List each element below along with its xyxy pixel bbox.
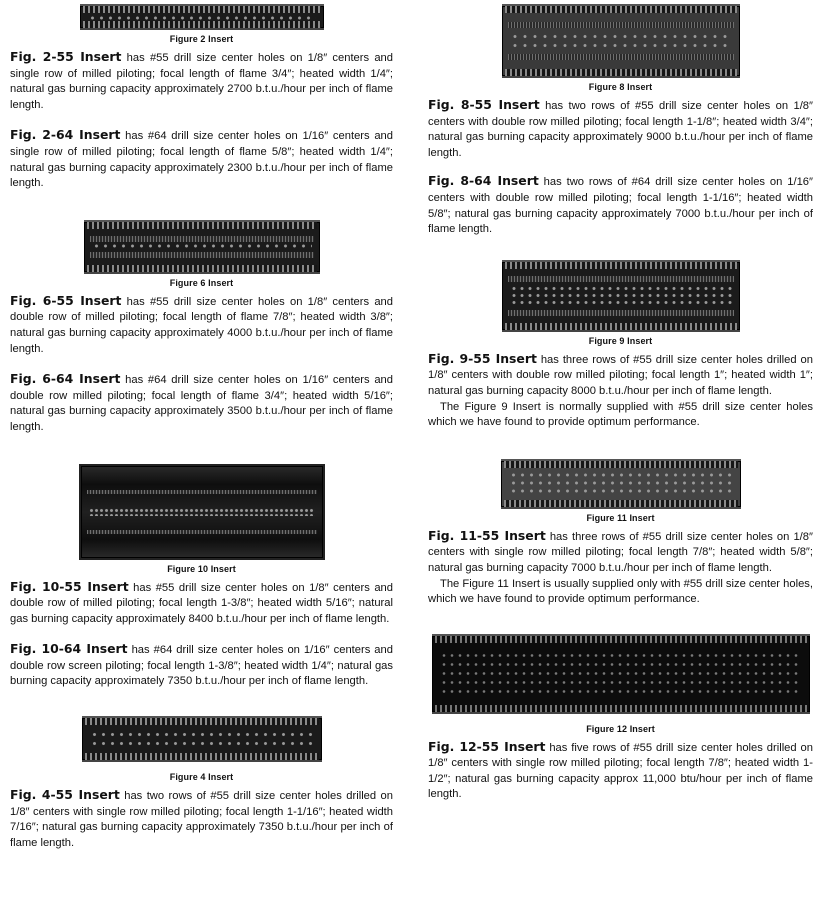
fig-10-64-label: Fig. 10-64 Insert	[10, 641, 128, 657]
figure-10-insert-photo	[79, 464, 325, 560]
fig-2-55-description	[10, 49, 393, 113]
fig-4-55-description	[10, 787, 393, 851]
fig-12-55-description	[428, 739, 813, 803]
figure-6-caption: Figure 6 Insert	[169, 277, 234, 288]
fig-2-55-label: Fig. 2-55 Insert	[10, 49, 122, 64]
fig-9-55-description	[428, 351, 813, 400]
left-column	[10, 0, 393, 851]
right-column	[428, 0, 813, 803]
figure-9-caption: Figure 9 Insert	[588, 335, 653, 346]
fig-11-55-text: has three rows of #55 drill size center holes on 1/8″ centers with single row milled piloting; focal length 7/8″; heated width 5/8″; natural gas burning capacity 7000 b.t.u./hour per inch of flame length.	[428, 530, 813, 574]
figure-12-insert-photo	[432, 634, 810, 714]
fig-8-55-description	[428, 97, 813, 161]
figure-11-caption: Figure 11 Insert	[586, 512, 655, 523]
fig-12-55-text: has five rows of #55 drill size center holes drilled on 1/8″ centers with single row milled piloting; focal length 7/8″; heated width 1-1/2″; natural gas burning capacity approx 11,000 btu/hour per inch of flame length.	[428, 741, 813, 801]
fig-4-55-text: has two rows of #55 drill size center holes drilled on 1/8″ centers with single row milled piloting; focal length 1-1/16″; heated width 7/16″; natural gas burning capacity approximately 7350 b.t.u./hour per inch of flame length.	[10, 790, 393, 849]
figure-12-caption: Figure 12 Insert	[586, 723, 655, 734]
fig-6-64-text: has #64 drill size center holes on 1/16″ centers and double row milled piloting; focal length of flame 3/4″; heated width 5/16″; natural gas burning capacity approximately 3500 b.t.u./hour per inch of flame length.	[10, 374, 393, 433]
fig-11-55-description	[428, 528, 813, 577]
fig-10-64-description	[10, 641, 393, 690]
figure-6-insert-photo	[84, 220, 320, 274]
fig-8-55-label: Fig. 8-55 Insert	[428, 97, 540, 112]
fig-6-55-description	[10, 293, 393, 357]
fig-2-55-text: has #55 drill size center holes on 1/8″ centers and single row of milled piloting; focal length of flame 3/4″; heated width 1/4″; natural gas burning capacity approximately 2700 b.t.u./hour per inch of flame length.	[10, 52, 393, 111]
fig-9-55-text: has three rows of #55 drill size center holes drilled on 1/8″ centers with double row milled piloting; focal length 1″; heated width 1″; natural gas burning capacity 8000 b.t.u./hour per inch of flame length.	[428, 353, 813, 397]
fig-8-64-label: Fig. 8-64 Insert	[428, 173, 539, 189]
figure-4-caption: Figure 4 Insert	[169, 772, 234, 783]
fig-10-64-text: has #64 drill size center holes on 1/16″ centers and double row screen piloting; focal length 1-3/8″; heated width 1/4″; natural gas burning capacity approximately 7350 b.t.u./hour per inch of flame length.	[10, 644, 393, 688]
figure-8-caption: Figure 8 Insert	[588, 82, 653, 92]
fig-9-55-label: Fig. 9-55 Insert	[428, 350, 537, 366]
fig-8-64-text: has two rows of #64 drill size center holes on 1/16″ centers with double row milled piloting; focal length 1-1/16″; heated width 5/8″; natural gas burning capacity approximately 7000 b.t.u./hour per inch of flame length.	[428, 176, 813, 236]
figure-9-insert-photo	[502, 260, 740, 332]
fig-6-64-label: Fig. 6-64 Insert	[10, 371, 121, 387]
fig-11-55-label: Fig. 11-55 Insert	[428, 527, 546, 543]
fig-10-55-text: has #55 drill size center holes on 1/8″ centers and double row of milled piloting; focal length 1-3/8″; heated width 5/16″; natural gas burning capacity approximately 8400 b.t.u./hour per inch of flame length.	[10, 581, 393, 625]
fig-8-64-description	[428, 173, 813, 237]
fig-6-55-text: has #55 drill size center holes on 1/8″ centers and double row of milled piloting; focal length of flame 7/8″; heated width 3/8″; natural gas burning capacity approximately 4000 b.t.u./hour per inch of flame length.	[10, 295, 393, 355]
fig-10-55-description	[10, 579, 393, 628]
figure-11-insert-photo	[501, 459, 741, 509]
fig-2-64-label: Fig. 2-64 Insert	[10, 127, 121, 143]
figure-2-insert-photo	[80, 4, 324, 30]
figure-2-caption: Figure 2 Insert	[169, 34, 234, 44]
fig-4-55-label: Fig. 4-55 Insert	[10, 787, 120, 803]
fig-10-55-label: Fig. 10-55 Insert	[10, 578, 129, 594]
fig-2-64-description	[10, 127, 393, 191]
fig-6-55-label: Fig. 6-55 Insert	[10, 292, 122, 308]
figure-4-insert-photo	[82, 716, 322, 762]
fig-6-64-description	[10, 371, 393, 435]
fig-2-64-text: has #64 drill size center holes on 1/16″ centers and single row of milled piloting; focal length of flame 5/8″; heated width 1/4″; natural gas burning capacity approximately 2300 b.t.u./hour per inch of flame length.	[10, 130, 393, 190]
fig-12-55-label: Fig. 12-55 Insert	[428, 738, 546, 754]
fig-11-note: The Figure 11 Insert is usually supplied only with #55 drill size center holes, which we have found to provide optimum performance.	[428, 577, 813, 606]
fig-9-note: The Figure 9 Insert is normally supplied with #55 drill size center holes which we have found to provide optimum performance.	[428, 400, 813, 429]
figure-8-insert-photo	[502, 4, 740, 78]
figure-10-caption: Figure 10 Insert	[167, 563, 236, 574]
fig-8-55-text: has two rows of #55 drill size center holes on 1/8″ centers with double row milled piloting; focal length 1-1/8″; heated width 3/4″; natural gas burning capacity approximately 9000 b.t.u./hour per inch of flame length.	[428, 100, 813, 159]
